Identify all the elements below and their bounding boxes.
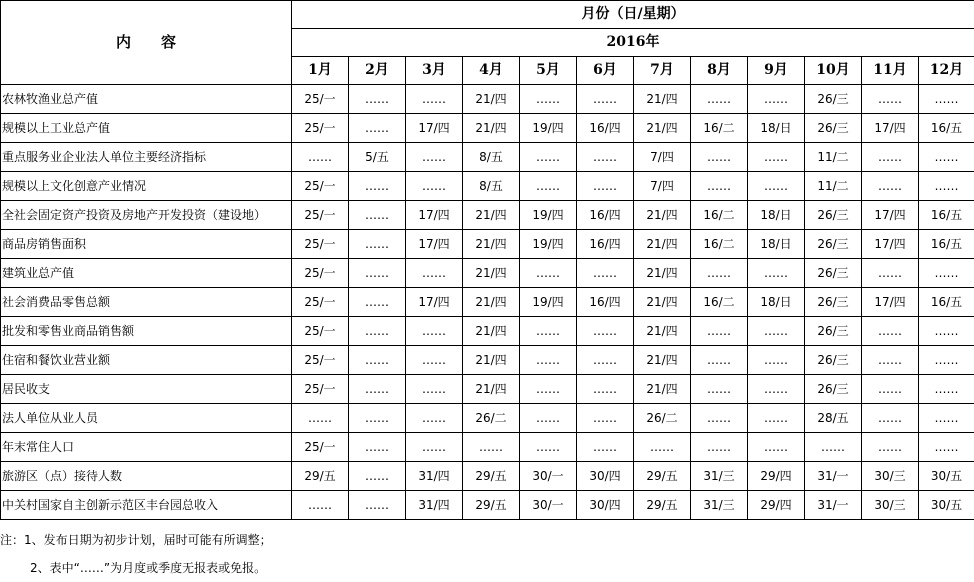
note-1: 注：1、发布日期为初步计划，届时可能有所调整；: [0, 526, 974, 554]
date-cell: 19/四: [520, 230, 577, 259]
date-cell: ……: [520, 404, 577, 433]
table-row: [1, 114, 974, 143]
table-row: [1, 230, 974, 259]
date-cell: ……: [349, 172, 406, 201]
date-cell: ……: [805, 433, 862, 462]
date-cell: 21/四: [634, 317, 691, 346]
date-cell: ……: [691, 346, 748, 375]
table-row: [1, 201, 974, 230]
date-cell: 21/四: [463, 375, 520, 404]
date-cell: ……: [349, 114, 406, 143]
row-label: 规模以上工业总产值: [1, 114, 292, 143]
table-row: [1, 143, 974, 172]
date-cell: 17/四: [862, 288, 919, 317]
date-cell: ……: [862, 172, 919, 201]
date-cell: ……: [520, 346, 577, 375]
date-cell: 31/一: [805, 491, 862, 520]
table-row: [1, 85, 974, 114]
date-cell: ……: [691, 375, 748, 404]
date-cell: 21/四: [463, 85, 520, 114]
date-cell: 31/四: [406, 491, 463, 520]
date-cell: ……: [577, 375, 634, 404]
date-cell: ……: [919, 259, 974, 288]
date-cell: 21/四: [463, 317, 520, 346]
date-cell: 17/四: [406, 288, 463, 317]
date-cell: 25/一: [292, 230, 349, 259]
date-cell: 26/三: [805, 317, 862, 346]
date-cell: 30/一: [520, 462, 577, 491]
month-header-cell: 2月: [349, 57, 406, 85]
date-cell: 31/一: [805, 462, 862, 491]
month-header-cell: 1月: [292, 57, 349, 85]
date-cell: ……: [748, 317, 805, 346]
date-cell: 30/五: [919, 462, 974, 491]
date-cell: ……: [292, 491, 349, 520]
date-cell: ……: [691, 317, 748, 346]
date-cell: 21/四: [634, 259, 691, 288]
date-cell: 11/二: [805, 143, 862, 172]
date-cell: 8/五: [463, 143, 520, 172]
table-row: [1, 375, 974, 404]
date-cell: ……: [691, 259, 748, 288]
date-cell: ……: [406, 143, 463, 172]
date-cell: 25/一: [292, 317, 349, 346]
date-cell: ……: [406, 433, 463, 462]
table-row: [1, 462, 974, 491]
date-cell: 21/四: [463, 288, 520, 317]
month-header-cell: 5月: [520, 57, 577, 85]
row-label: 重点服务业企业法人单位主要经济指标: [1, 143, 292, 172]
date-cell: ……: [349, 230, 406, 259]
date-cell: ……: [577, 317, 634, 346]
date-cell: ……: [919, 317, 974, 346]
month-header-cell: 4月: [463, 57, 520, 85]
date-cell: ……: [748, 85, 805, 114]
date-cell: 8/五: [463, 172, 520, 201]
date-cell: 26/三: [805, 85, 862, 114]
date-cell: 18/日: [748, 230, 805, 259]
date-cell: 30/三: [862, 491, 919, 520]
content-header: 内 容: [1, 1, 292, 85]
date-cell: ……: [862, 433, 919, 462]
row-label: 住宿和餐饮业营业额: [1, 346, 292, 375]
date-cell: ……: [862, 85, 919, 114]
date-cell: ……: [349, 375, 406, 404]
date-cell: 16/二: [691, 288, 748, 317]
date-cell: 19/四: [520, 201, 577, 230]
date-cell: 26/三: [805, 259, 862, 288]
row-label: 农林牧渔业总产值: [1, 85, 292, 114]
date-cell: 31/三: [691, 491, 748, 520]
row-label: 居民收支: [1, 375, 292, 404]
date-cell: ……: [406, 346, 463, 375]
date-cell: ……: [520, 433, 577, 462]
date-cell: 30/三: [862, 462, 919, 491]
date-cell: 29/五: [292, 462, 349, 491]
date-cell: ……: [577, 259, 634, 288]
date-cell: ……: [577, 143, 634, 172]
date-cell: 21/四: [634, 201, 691, 230]
date-cell: ……: [862, 143, 919, 172]
date-cell: ……: [463, 433, 520, 462]
date-cell: ……: [748, 172, 805, 201]
row-label: 年末常住人口: [1, 433, 292, 462]
row-label: 中关村国家自主创新示范区丰台园总收入: [1, 491, 292, 520]
month-header-cell: 7月: [634, 57, 691, 85]
row-label: 法人单位从业人员: [1, 404, 292, 433]
table-body: [1, 85, 974, 520]
date-cell: 29/五: [634, 462, 691, 491]
date-cell: ……: [577, 433, 634, 462]
month-header-cell: 10月: [805, 57, 862, 85]
date-cell: ……: [748, 433, 805, 462]
date-cell: ……: [520, 375, 577, 404]
date-cell: 18/日: [748, 201, 805, 230]
month-header-cell: 6月: [577, 57, 634, 85]
date-cell: ……: [919, 85, 974, 114]
row-label: 建筑业总产值: [1, 259, 292, 288]
table-row: [1, 404, 974, 433]
date-cell: 25/一: [292, 114, 349, 143]
date-cell: ……: [520, 172, 577, 201]
date-cell: ……: [349, 317, 406, 346]
date-cell: ……: [520, 259, 577, 288]
date-cell: 21/四: [634, 375, 691, 404]
date-cell: 29/五: [634, 491, 691, 520]
date-cell: 25/一: [292, 172, 349, 201]
date-cell: ……: [406, 259, 463, 288]
date-cell: ……: [577, 172, 634, 201]
date-cell: 17/四: [862, 201, 919, 230]
date-cell: ……: [862, 375, 919, 404]
date-cell: 29/五: [463, 462, 520, 491]
date-cell: 21/四: [463, 114, 520, 143]
date-cell: 26/二: [634, 404, 691, 433]
date-cell: 30/四: [577, 491, 634, 520]
date-cell: ……: [406, 317, 463, 346]
month-header-cell: 9月: [748, 57, 805, 85]
date-cell: ……: [862, 346, 919, 375]
date-cell: 30/一: [520, 491, 577, 520]
row-label: 商品房销售面积: [1, 230, 292, 259]
date-cell: 16/四: [577, 288, 634, 317]
date-cell: 17/四: [862, 114, 919, 143]
date-cell: 25/一: [292, 288, 349, 317]
date-cell: 19/四: [520, 288, 577, 317]
date-cell: 16/五: [919, 288, 974, 317]
date-cell: 16/二: [691, 201, 748, 230]
date-cell: 25/一: [292, 433, 349, 462]
date-cell: 17/四: [862, 230, 919, 259]
date-cell: 25/一: [292, 201, 349, 230]
date-cell: 16/五: [919, 201, 974, 230]
date-cell: 5/五: [349, 143, 406, 172]
date-cell: 31/三: [691, 462, 748, 491]
date-cell: 26/三: [805, 201, 862, 230]
date-cell: ……: [406, 375, 463, 404]
table-row: [1, 288, 974, 317]
date-cell: 21/四: [634, 230, 691, 259]
date-cell: ……: [748, 259, 805, 288]
month-header-cell: 12月: [919, 57, 974, 85]
date-cell: 7/四: [634, 172, 691, 201]
date-cell: 29/五: [463, 491, 520, 520]
date-cell: ……: [577, 85, 634, 114]
table-row: [1, 491, 974, 520]
date-cell: 29/四: [748, 462, 805, 491]
month-header-cell: 11月: [862, 57, 919, 85]
date-cell: 26/三: [805, 230, 862, 259]
date-cell: 16/二: [691, 230, 748, 259]
row-label: 社会消费品零售总额: [1, 288, 292, 317]
date-cell: 25/一: [292, 375, 349, 404]
month-header-cell: 8月: [691, 57, 748, 85]
date-cell: 26/三: [805, 114, 862, 143]
notes: [0, 526, 974, 582]
date-cell: ……: [919, 433, 974, 462]
date-cell: ……: [748, 404, 805, 433]
date-cell: ……: [691, 85, 748, 114]
row-label: 旅游区（点）接待人数: [1, 462, 292, 491]
date-cell: 19/四: [520, 114, 577, 143]
date-cell: ……: [349, 462, 406, 491]
date-cell: 16/四: [577, 114, 634, 143]
date-cell: 31/四: [406, 462, 463, 491]
date-cell: 16/五: [919, 114, 974, 143]
date-cell: 21/四: [463, 230, 520, 259]
date-cell: ……: [919, 404, 974, 433]
date-cell: ……: [349, 201, 406, 230]
table-row: [1, 172, 974, 201]
date-cell: 26/三: [805, 288, 862, 317]
date-cell: ……: [919, 375, 974, 404]
date-cell: ……: [691, 433, 748, 462]
date-cell: ……: [862, 259, 919, 288]
row-label: 规模以上文化创意产业情况: [1, 172, 292, 201]
date-cell: 21/四: [463, 201, 520, 230]
date-cell: 21/四: [463, 259, 520, 288]
date-cell: 21/四: [634, 114, 691, 143]
table-row: [1, 259, 974, 288]
date-cell: 16/二: [691, 114, 748, 143]
date-cell: ……: [349, 288, 406, 317]
table-row: [1, 433, 974, 462]
date-cell: 30/四: [577, 462, 634, 491]
month-header: 月份（日/星期）: [292, 1, 974, 29]
date-cell: ……: [349, 491, 406, 520]
date-cell: ……: [349, 85, 406, 114]
date-cell: ……: [349, 433, 406, 462]
date-cell: 25/一: [292, 346, 349, 375]
date-cell: ……: [349, 346, 406, 375]
date-cell: ……: [577, 346, 634, 375]
date-cell: 18/日: [748, 288, 805, 317]
date-cell: 21/四: [634, 85, 691, 114]
row-label: 全社会固定资产投资及房地产开发投资（建设地）: [1, 201, 292, 230]
date-cell: 17/四: [406, 230, 463, 259]
date-cell: 26/三: [805, 375, 862, 404]
note-2: 2、表中“……”为月度或季度无报表或免报。: [0, 554, 974, 582]
date-cell: ……: [292, 143, 349, 172]
date-cell: 25/一: [292, 259, 349, 288]
date-cell: ……: [862, 404, 919, 433]
date-cell: 28/五: [805, 404, 862, 433]
date-cell: 29/四: [748, 491, 805, 520]
date-cell: ……: [406, 172, 463, 201]
date-cell: 21/四: [634, 288, 691, 317]
date-cell: ……: [634, 433, 691, 462]
date-cell: ……: [919, 143, 974, 172]
date-cell: ……: [748, 375, 805, 404]
date-cell: ……: [406, 404, 463, 433]
year-header: 2016年: [292, 29, 974, 57]
date-cell: ……: [919, 172, 974, 201]
date-cell: 26/三: [805, 346, 862, 375]
date-cell: 18/日: [748, 114, 805, 143]
date-cell: ……: [691, 143, 748, 172]
date-cell: ……: [349, 404, 406, 433]
date-cell: ……: [577, 404, 634, 433]
date-cell: 21/四: [463, 346, 520, 375]
date-cell: ……: [520, 143, 577, 172]
table-row: [1, 346, 974, 375]
date-cell: ……: [520, 85, 577, 114]
date-cell: ……: [691, 404, 748, 433]
date-cell: ……: [748, 346, 805, 375]
date-cell: 11/二: [805, 172, 862, 201]
date-cell: 16/四: [577, 230, 634, 259]
date-cell: 21/四: [634, 346, 691, 375]
date-cell: ……: [349, 259, 406, 288]
date-cell: 16/四: [577, 201, 634, 230]
date-cell: 17/四: [406, 114, 463, 143]
date-cell: 17/四: [406, 201, 463, 230]
date-cell: 25/一: [292, 85, 349, 114]
date-cell: ……: [748, 143, 805, 172]
date-cell: 16/五: [919, 230, 974, 259]
date-cell: ……: [406, 85, 463, 114]
month-header-cell: 3月: [406, 57, 463, 85]
date-cell: ……: [292, 404, 349, 433]
date-cell: ……: [919, 346, 974, 375]
date-cell: 30/五: [919, 491, 974, 520]
row-label: 批发和零售业商品销售额: [1, 317, 292, 346]
date-cell: ……: [691, 172, 748, 201]
table-row: [1, 317, 974, 346]
date-cell: 7/四: [634, 143, 691, 172]
date-cell: ……: [520, 317, 577, 346]
date-cell: ……: [862, 317, 919, 346]
date-cell: 26/二: [463, 404, 520, 433]
